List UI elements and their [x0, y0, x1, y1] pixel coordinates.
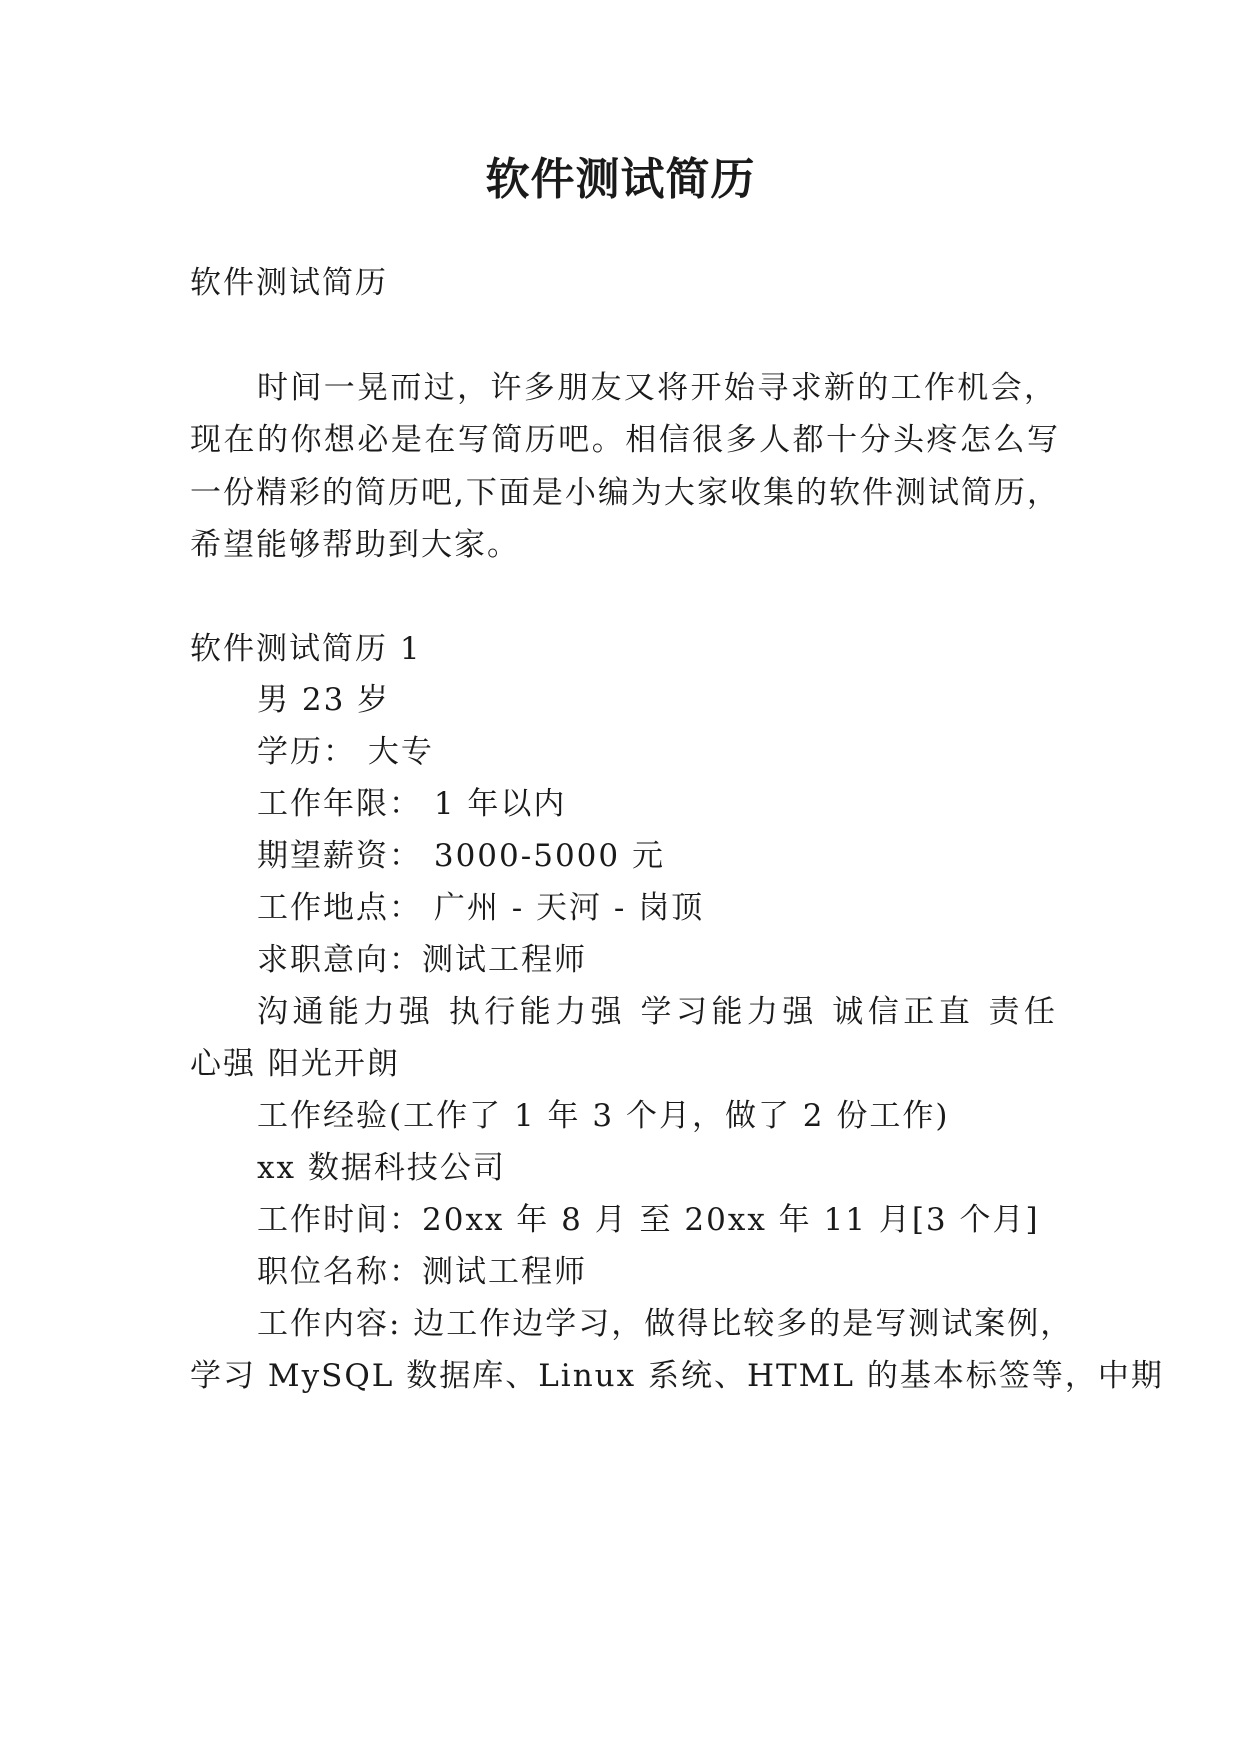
document-title: 软件测试简历 [485, 154, 756, 205]
job-intent: 求职意向：测试工程师 [257, 942, 587, 978]
work-content-line-2: 学习 MySQL 数据库、Linux 系统、HTML 的基本标签等，中期 [190, 1358, 1164, 1394]
resume-1-heading: 软件测试简历 1 [190, 631, 422, 667]
position-title: 职位名称：测试工程师 [257, 1254, 587, 1290]
gender-age: 男 23 岁 [257, 682, 391, 718]
intro-line-2: 现在的你想必是在写简历吧。相信很多人都十分头疼怎么写 [190, 422, 1060, 458]
intro-line-1: 时间一晃而过，许多朋友又将开始寻求新的工作机会， [257, 370, 1057, 406]
traits-line-2: 心强 阳光开朗 [190, 1046, 400, 1082]
expected-salary: 期望薪资： 3000-5000 元 [257, 838, 665, 874]
section-heading: 软件测试简历 [190, 265, 388, 301]
work-years: 工作年限： 1 年以内 [257, 786, 567, 822]
company-name: xx 数据科技公司 [257, 1150, 506, 1186]
experience-summary: 工作经验(工作了 1 年 3 个月，做了 2 份工作) [257, 1098, 950, 1134]
work-location: 工作地点： 广州 - 天河 - 岗顶 [257, 890, 705, 926]
intro-line-4: 希望能够帮助到大家。 [190, 527, 520, 563]
intro-line-3: 一份精彩的简历吧,下面是小编为大家收集的软件测试简历， [190, 475, 1060, 511]
traits-line-1: 沟通能力强 执行能力强 学习能力强 诚信正直 责任 [257, 994, 1057, 1030]
education: 学历： 大专 [257, 734, 434, 770]
work-content-line-1: 工作内容: 边工作边学习，做得比较多的是写测试案例， [257, 1306, 1074, 1342]
work-time: 工作时间：20xx 年 8 月 至 20xx 年 11 月[3 个月] [257, 1202, 1040, 1238]
